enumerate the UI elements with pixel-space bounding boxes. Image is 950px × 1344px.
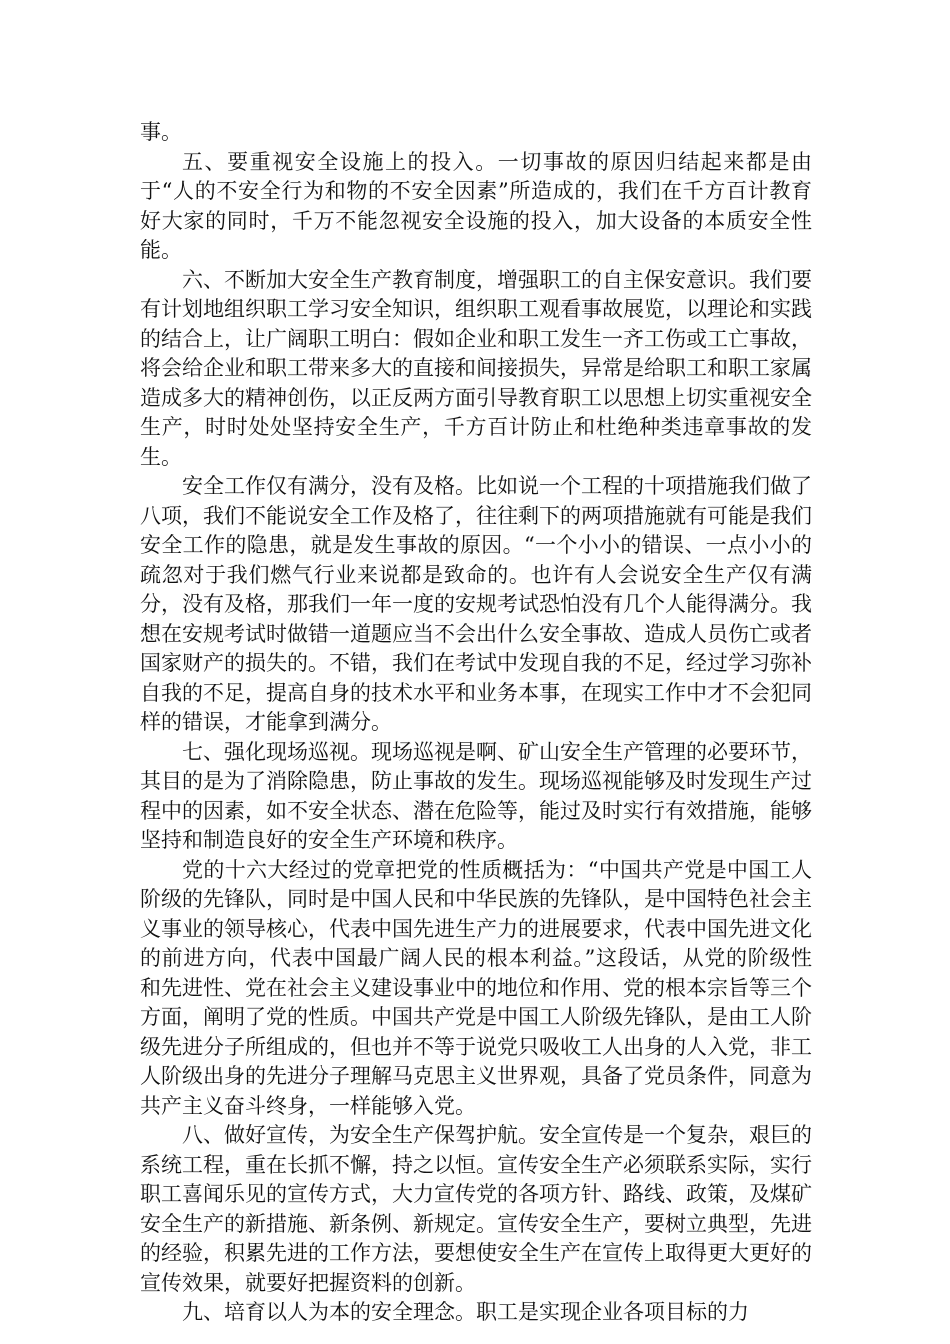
paragraph-continuation: 事。 (140, 120, 182, 144)
paragraph-section-6: 六、不断加大安全生产教育制度，增强职工的自主保安意识。我们要有计划地组织职工学习安全知识，组织职工观看事故展览，以理论和实践的结合上，让广阔职工明白：假如企业和职工发生一齐工伤或工亡事故，将会给企业和职工带来多大的直接和间接损失，异常是给职工和职工家属造成多大的精神创伤，以正反两方面引导教育职工以思想上切实重视安全生产，时时处处坚持安全生产，千方百计防止和杜绝种类违章事故的发生。 (140, 267, 812, 469)
document-page (140, 118, 812, 1328)
paragraph-section-5: 五、要重视安全设施上的投入。一切事故的原因归结起来都是由于“人的不安全行为和物的不安全因素”所造成的，我们在千方百计教育好大家的同时，千万不能忽视安全设施的投入，加大设备的本质安全性能。 (140, 149, 812, 262)
paragraph-section-7: 七、强化现场巡视。现场巡视是啊、矿山安全生产管理的必要环节，其目的是为了消除隐患，防止事故的发生。现场巡视能够及时发现生产过程中的因素，如不安全状态、潜在危险等，能过及时实行有效措施，能够坚持和制造良好的安全生产环境和秩序。 (140, 739, 812, 852)
paragraph-party-nature: 党的十六大经过的党章把党的性质概括为：“中国共产党是中国工人阶级的先锋队，同时是中国人民和中华民族的先锋队，是中国特色社会主义事业的领导核心，代表中国先进生产力的进展要求，代表中国先进文化的前进方向，代表中国最广阔人民的根本利益。”这段话，从党的阶级性和先进性、党在社会主义建设事业中的地位和作用、党的根本宗旨等三个方面，阐明了党的性质。中国共产党是中国工人阶级先锋队，是由工人阶级先进分子所组成的，但也并不等于说党只吸收工人出身的人入党，非工人阶级出身的先进分子理解马克思主义世界观，具备了党员条件，同意为共产主义奋斗终身，一样能够入党。 (140, 857, 812, 1118)
paragraph-safety-full-score: 安全工作仅有满分，没有及格。比如说一个工程的十项措施我们做了八项，我们不能说安全工作及格了，往往剩下的两项措施就有可能是我们安全工作的隐患，就是发生事故的原因。“一个小小的错误、一点小小的疏忽对于我们燃气行业来说都是致命的。也许有人会说安全生产仅有满分，没有及格，那我们一年一度的安规考试恐怕没有几个人能得满分。我想在安规考试时做错一道题应当不会出什么安全事故、造成人员伤亡或者国家财产的损失的。不错，我们在考试中发现自我的不足，经过学习弥补自我的不足，提高自身的技术水平和业务本事，在现实工作中才不会犯同样的错误，才能拿到满分。 (140, 474, 812, 734)
paragraph-section-8: 八、做好宣传，为安全生产保驾护航。安全宣传是一个复杂，艰巨的系统工程，重在长抓不懈，持之以恒。宣传安全生产必须联系实际，实行职工喜闻乐见的宣传方式，大力宣传党的各项方针、路线、政策，及煤矿安全生产的新措施、新条例、新规定。宣传安全生产，要树立典型，先进的经验，积累先进的工作方法，要想使安全生产在宣传上取得更大更好的宣传效果，就要好把握资料的创新。 (140, 1123, 812, 1295)
paragraph-section-9: 九、培育以人为本的安全理念。职工是实现企业各项目标的力 (182, 1300, 749, 1324)
